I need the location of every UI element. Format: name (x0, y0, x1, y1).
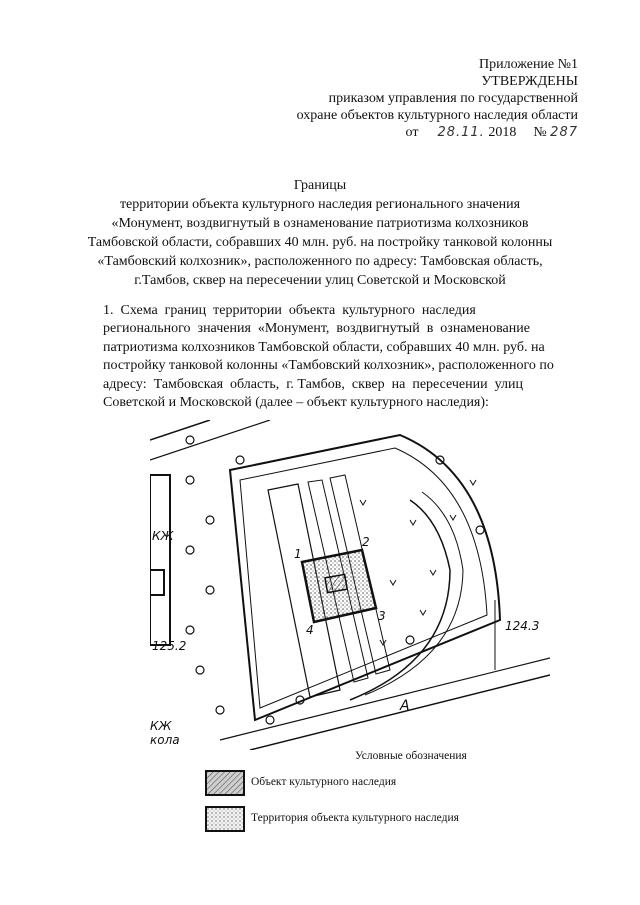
building-outline (150, 475, 170, 645)
paragraph-line-6: Советской и Московской (далее – объект культурного наследия): (103, 395, 489, 410)
approved-label: УТВЕРЖДЕНЫ (481, 74, 578, 89)
title-line-3: «Монумент, воздвигнутый в ознаменование патриотизма колхозников (111, 216, 529, 231)
legend-title: Условные обозначения (355, 750, 467, 762)
boundary-point-4: 4 (306, 623, 314, 637)
handwritten-date: 28.11. (437, 125, 485, 140)
legend-territory-label: Территория объекта культурного наследия (251, 812, 459, 824)
corner-label-1: КЖ (150, 719, 172, 733)
date-prefix: от (405, 125, 419, 140)
title-line-2: территории объекта культурного наследия регионального значения (119, 197, 521, 212)
appendix-number: Приложение №1 (479, 57, 578, 72)
paragraph-line-5: адресу: Тамбовская область, г. Тамбов, сквер на пересечении улиц (103, 377, 523, 392)
elevation-right: 124.3 (505, 619, 540, 633)
title-line-5: «Тамбовский колхозник», расположенного по адресу: Тамбовская область, (97, 254, 543, 269)
doc-title: Границы (293, 178, 347, 193)
elevation-left: 125.2 (152, 639, 187, 653)
legend-territory-swatch (205, 806, 245, 832)
order-line-2: охране объектов культурного наследия области (296, 108, 578, 123)
boundary-point-2: 2 (362, 535, 370, 549)
handwritten-number: 287 (550, 125, 578, 140)
paragraph-line-4: постройку танковой колонны «Тамбовский колхозник», расположенного по (103, 358, 554, 373)
paragraph-line-1: 1. Схема границ территории объекта культурного наследия (103, 303, 476, 318)
order-line-1: приказом управления по государственной (328, 91, 578, 106)
legend-object-label: Объект культурного наследия (251, 776, 397, 788)
order-date-line (406, 124, 578, 141)
title-line-4: Тамбовской области, собравших 40 млн. руб. на постройку танковой колонны (87, 235, 553, 250)
paragraph-line-2: регионального значения «Монумент, воздвигнутый в ознаменование (103, 321, 530, 336)
number-prefix: № (533, 125, 547, 140)
building-label: КЖ (152, 529, 174, 543)
boundary-point-1: 1 (294, 547, 302, 561)
title-line-6: г.Тамбов, сквер на пересечении улиц Советской и Московской (134, 273, 506, 288)
order-year: 2018 (488, 125, 517, 140)
street-label: А (400, 698, 410, 714)
corner-label-2: кола (150, 733, 180, 747)
monument-object (325, 574, 347, 592)
legend-object-swatch (205, 770, 245, 796)
boundary-point-3: 3 (378, 609, 386, 623)
boundary-scheme-map (150, 420, 550, 750)
paragraph-line-3: патриотизма колхозников Тамбовской области, собравших 40 млн. руб. на (103, 340, 545, 355)
